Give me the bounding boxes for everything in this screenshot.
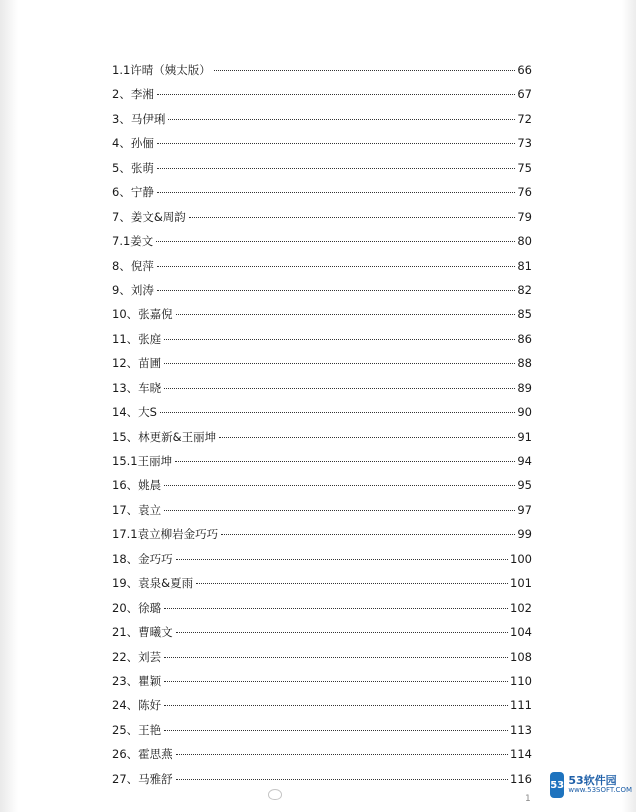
toc-dot-leader [157,290,516,291]
toc-entry-page: 66 [517,63,532,77]
logo-mark: 53 [550,772,564,798]
toc-entry[interactable] [112,718,532,742]
toc-entry-page: 95 [517,478,532,493]
toc-entry-page: 116 [510,771,532,786]
toc-entry[interactable] [112,571,532,595]
watermark [268,789,282,800]
toc-dot-leader [157,94,516,95]
toc-entry-page: 104 [510,625,532,640]
toc-entry[interactable] [112,131,532,155]
toc-entry[interactable] [112,425,532,449]
toc-entry[interactable] [112,180,532,204]
toc-entry[interactable] [112,400,532,424]
toc-entry-page: 88 [517,356,532,371]
toc-dot-leader [157,192,516,193]
toc-entry[interactable] [112,254,532,278]
toc-entry[interactable] [112,620,532,644]
toc-entry-label: 4、孙俪 [112,136,154,151]
page-number: 1 [525,794,531,804]
toc-entry-page: 113 [510,722,532,737]
toc-entry-label: 9、刘涛 [112,282,154,297]
logo-url: www.53SOFT.COM [568,786,632,795]
toc-entry-label: 26、霍思燕 [112,747,173,762]
toc-entry-label: 18、金巧巧 [112,551,173,566]
toc-entry-page: 100 [510,551,532,566]
toc-entry-page: 90 [517,405,532,420]
toc-entry-label: 17、袁立 [112,502,162,517]
toc-entry[interactable] [112,107,532,131]
toc-dot-leader [157,168,516,169]
toc-entry-label: 15、林更新&王丽坤 [112,429,217,444]
toc-entry-page: 89 [517,380,532,395]
toc-dot-leader [176,632,508,633]
toc-entry-page: 94 [517,454,532,468]
toc-dot-leader [164,510,515,511]
toc-dot-leader [160,412,515,413]
toc-entry-page: 86 [517,331,532,346]
toc-entry-page: 82 [517,282,532,297]
toc-entry[interactable] [112,596,532,620]
toc-entry-page: 73 [517,136,532,151]
toc-dot-leader [189,217,516,218]
site-logo [550,770,632,800]
page-edge-right [622,0,636,812]
toc-dot-leader [164,388,515,389]
toc-entry-label: 24、陈好 [112,698,162,713]
toc-dot-leader [164,339,515,340]
toc-entry[interactable] [112,82,532,106]
logo-name: 53软件园 [568,774,617,788]
toc-dot-leader [176,754,508,755]
toc-dot-leader [157,143,516,144]
toc-entry-label: 14、大S [112,405,157,420]
toc-entry-page: 67 [517,87,532,102]
toc-entry-label: 15.1王丽坤 [112,454,173,468]
toc-entry[interactable] [112,205,532,229]
toc-entry-label: 19、袁泉&夏雨 [112,576,194,591]
toc-entry[interactable] [112,767,532,791]
toc-entry-page: 91 [517,429,532,444]
toc-dot-leader [164,657,508,658]
toc-entry-label: 3、马伊琍 [112,111,166,126]
toc-entry-label: 20、徐璐 [112,600,162,615]
toc-entry-label: 22、刘芸 [112,649,162,664]
toc-entry[interactable] [112,229,532,253]
toc-entry-page: 80 [517,234,532,249]
toc-entry-page: 108 [510,649,532,664]
toc-dot-leader [164,705,508,706]
toc-entry-page: 81 [517,258,532,273]
toc-entry-label: 16、姚晨 [112,478,162,493]
toc-entry-page: 72 [517,111,532,126]
toc-entry-label: 2、李湘 [112,87,154,102]
toc-entry[interactable] [112,498,532,522]
toc-entry-page: 97 [517,502,532,517]
toc-entry-label: 8、倪萍 [112,258,154,273]
toc-entry-page: 101 [510,576,532,591]
toc-entry[interactable] [112,156,532,180]
toc-dot-leader [176,559,508,560]
toc-dot-leader [219,437,515,438]
toc-entry[interactable] [112,58,532,82]
toc-dot-leader [164,608,508,609]
toc-entry-label: 17.1袁立柳岩金巧巧 [112,527,219,542]
toc-dot-leader [164,363,515,364]
toc-entry-label: 13、车晓 [112,380,162,395]
toc-entry-label: 1.1许晴（姨太版） [112,63,211,77]
toc-entry-label: 10、张嘉倪 [112,307,173,322]
toc-dot-leader [176,779,508,780]
toc-dot-leader [156,241,515,242]
table-of-contents [112,58,532,791]
toc-entry-page: 102 [510,600,532,615]
toc-dot-leader [157,266,516,267]
toc-entry[interactable] [112,522,532,546]
toc-entry[interactable] [112,645,532,669]
toc-entry-label: 21、曹曦文 [112,625,173,640]
toc-entry-page: 79 [517,209,532,224]
toc-entry[interactable] [112,669,532,693]
toc-dot-leader [164,485,515,486]
toc-entry-label: 7.1姜文 [112,234,154,249]
toc-entry-label: 12、苗圃 [112,356,162,371]
page-edge-left [0,0,18,812]
toc-entry[interactable] [112,278,532,302]
toc-entry-page: 75 [517,160,532,175]
toc-entry-page: 76 [517,185,532,200]
toc-dot-leader [164,730,508,731]
toc-dot-leader [164,681,508,682]
toc-entry-label: 5、张萌 [112,160,154,175]
toc-entry-page: 99 [517,527,532,542]
toc-entry[interactable] [112,302,532,326]
toc-entry-label: 23、瞿颖 [112,673,162,688]
toc-entry[interactable] [112,449,532,473]
weibo-icon [268,789,282,800]
toc-dot-leader [196,583,508,584]
toc-entry[interactable] [112,351,532,375]
toc-entry[interactable] [112,693,532,717]
toc-entry-page: 111 [510,698,532,713]
toc-entry-label: 27、马雅舒 [112,771,173,786]
toc-entry-label: 7、姜文&周韵 [112,209,186,224]
toc-entry-label: 6、宁静 [112,185,154,200]
toc-entry-label: 25、王艳 [112,722,162,737]
toc-entry[interactable] [112,473,532,497]
toc-entry[interactable] [112,547,532,571]
toc-entry[interactable] [112,742,532,766]
toc-entry[interactable] [112,327,532,351]
toc-entry-page: 110 [510,673,532,688]
toc-entry-page: 114 [510,747,532,762]
toc-dot-leader [168,119,515,120]
toc-entry-label: 11、张庭 [112,331,162,346]
toc-dot-leader [221,534,515,535]
toc-entry-page: 85 [517,307,532,322]
toc-dot-leader [214,70,516,71]
toc-entry[interactable] [112,376,532,400]
toc-dot-leader [175,461,515,462]
toc-dot-leader [176,314,516,315]
